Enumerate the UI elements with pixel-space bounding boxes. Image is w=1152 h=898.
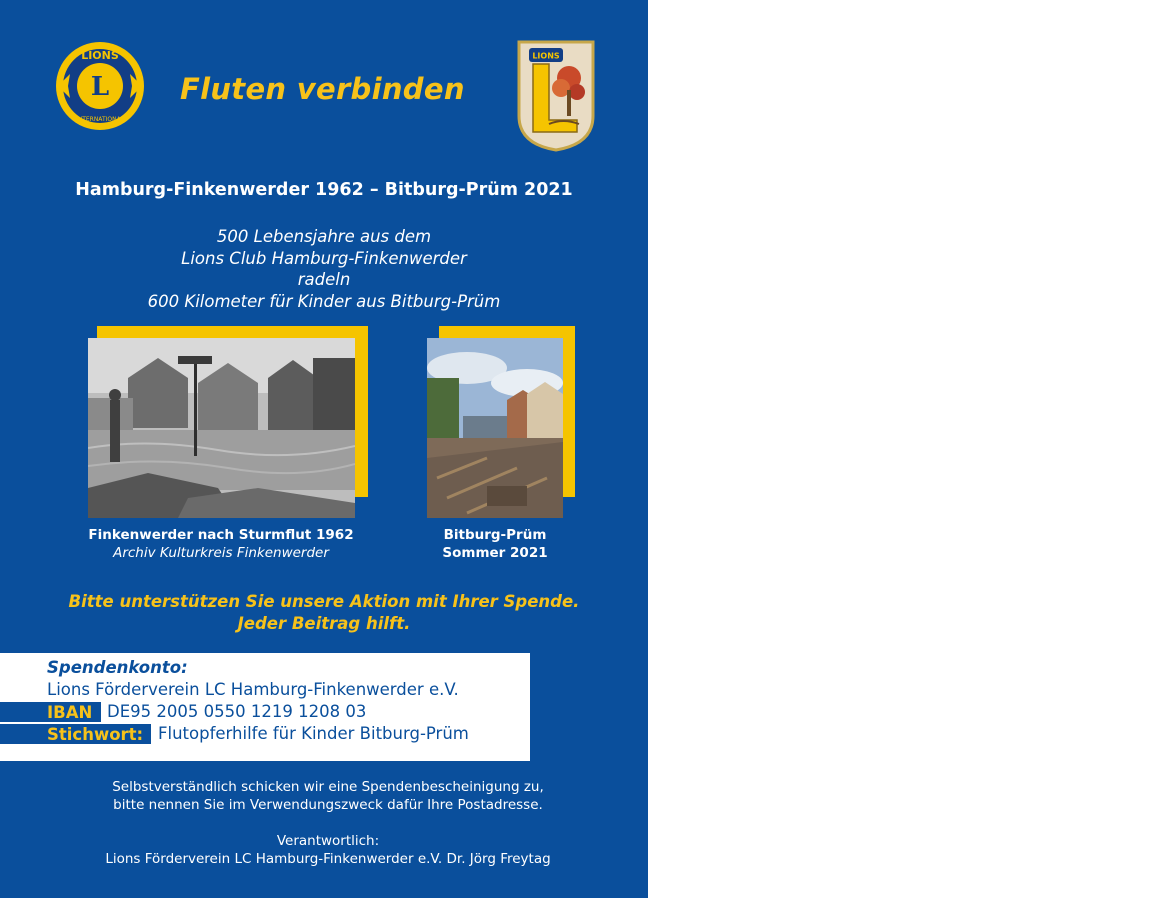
donation-heading: Spendenkonto: (47, 658, 188, 677)
intro-text (0, 226, 648, 312)
intro-line: 500 Lebensjahre aus dem (216, 227, 432, 246)
iban-value: DE95 2005 0550 1219 1208 03 (107, 702, 367, 721)
iban-label: IBAN (47, 703, 93, 722)
intro-line: radeln (297, 270, 351, 289)
appeal-line: Jeder Beitrag hilft. (237, 613, 411, 633)
donation-appeal (0, 591, 648, 634)
receipt-line: Selbstverständlich schicken wir eine Spendenbescheinigung zu, (112, 779, 544, 795)
donation-account-box (0, 653, 530, 761)
keyword-label-band (0, 724, 151, 744)
svg-text:LIONS: LIONS (532, 51, 560, 61)
iban-label-band (0, 702, 101, 722)
flood-2021-photo (427, 338, 563, 518)
svg-text:L: L (90, 72, 110, 102)
intro-line: Lions Club Hamburg-Finkenwerder (181, 248, 467, 268)
photo-caption-right (420, 526, 570, 562)
club-crest-logo (515, 38, 597, 152)
donation-recipient: Lions Förderverein LC Hamburg-Finkenwerder e.V. (47, 680, 459, 699)
caption-title: Bitburg-Prüm (443, 527, 547, 543)
caption-title: Finkenwerder nach Sturmflut 1962 (88, 527, 354, 543)
event-subtitle: Hamburg-Finkenwerder 1962 – Bitburg-Prüm 2021 (75, 180, 573, 200)
svg-text:INTERNATIONAL: INTERNATIONAL (75, 116, 125, 123)
intro-line: 600 Kilometer für Kinder aus Bitburg-Prüm (147, 291, 501, 311)
flyer-title: Fluten verbinden (180, 72, 465, 106)
responsible-label: Verantwortlich: (276, 833, 380, 849)
keyword-value: Flutopferhilfe für Kinder Bitburg-Prüm (158, 724, 469, 743)
appeal-line: Bitte unterstützen Sie unsere Aktion mit Ihrer Spende. (68, 592, 580, 611)
photo-caption-left (60, 526, 382, 562)
receipt-line: bitte nennen Sie im Verwendungszweck dafür Ihre Postadresse. (113, 797, 543, 813)
caption-date: Sommer 2021 (442, 545, 548, 561)
responsible-note (0, 832, 656, 868)
lions-international-logo (52, 38, 148, 134)
keyword-label: Stichwort: (47, 725, 144, 744)
svg-text:LIONS: LIONS (81, 49, 119, 62)
responsible-value: Lions Förderverein LC Hamburg-Finkenwerder e.V. Dr. Jörg Freytag (105, 851, 551, 867)
caption-credit: Archiv Kulturkreis Finkenwerder (113, 545, 329, 561)
receipt-note (0, 778, 656, 814)
flood-1962-photo (88, 338, 355, 518)
